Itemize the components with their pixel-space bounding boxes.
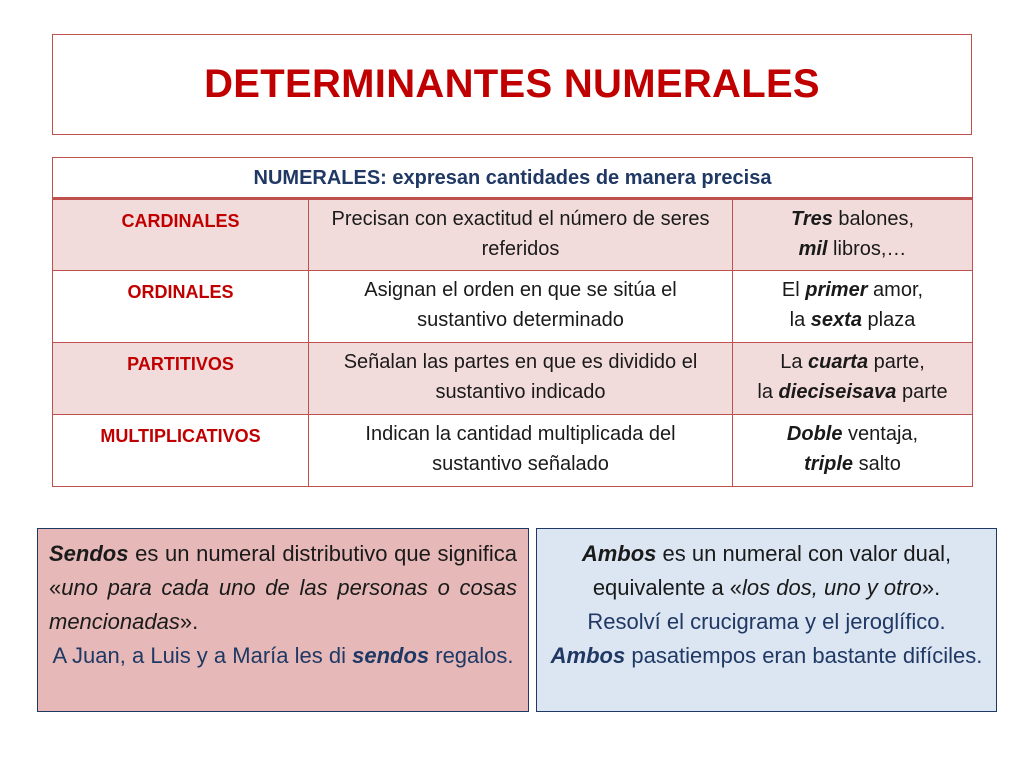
type-cardinales: CARDINALES bbox=[53, 199, 309, 271]
ambos-word: Ambos bbox=[581, 541, 657, 566]
type-ordinales: ORDINALES bbox=[53, 271, 309, 343]
description: Indican la cantidad multiplicada del sustantivo señalado bbox=[309, 415, 733, 487]
sendos-definition: Sendos es un numeral distributivo que significa «uno para cada uno de las personas o cosas mencionadas». bbox=[49, 541, 517, 634]
title-box bbox=[52, 34, 972, 135]
table-row bbox=[53, 271, 973, 343]
description: Señalan las partes en que es dividido el sustantivo indicado bbox=[309, 343, 733, 415]
page-title: DETERMINANTES NUMERALES bbox=[204, 62, 820, 106]
table-header: NUMERALES: expresan cantidades de manera precisa bbox=[53, 158, 973, 199]
table-row bbox=[53, 199, 973, 271]
type-multiplicativos: MULTIPLICATIVOS bbox=[53, 415, 309, 487]
numerals-table bbox=[52, 157, 973, 487]
description: Precisan con exactitud el número de seres referidos bbox=[309, 199, 733, 271]
example: Doble ventaja, triple salto bbox=[733, 415, 973, 487]
description: Asignan el orden en que se sitúa el sustantivo determinado bbox=[309, 271, 733, 343]
ambos-example: Resolví el crucigrama y el jeroglífico. Ambos pasatiempos eran bastante difíciles. bbox=[550, 609, 983, 668]
sendos-example: A Juan, a Luis y a María les di sendos regalos. bbox=[52, 643, 514, 668]
type-partitivos: PARTITIVOS bbox=[53, 343, 309, 415]
sendos-word: Sendos bbox=[49, 541, 129, 566]
sendos-box bbox=[37, 528, 529, 712]
ambos-box bbox=[536, 528, 997, 712]
example: La cuarta parte, la dieciseisava parte bbox=[733, 343, 973, 415]
table-row bbox=[53, 343, 973, 415]
table-row bbox=[53, 415, 973, 487]
ambos-definition: Ambos es un numeral con valor dual, equivalente a «los dos, uno y otro». bbox=[581, 541, 952, 600]
example: El primer amor, la sexta plaza bbox=[733, 271, 973, 343]
example: Tres balones, mil libros,… bbox=[733, 199, 973, 271]
